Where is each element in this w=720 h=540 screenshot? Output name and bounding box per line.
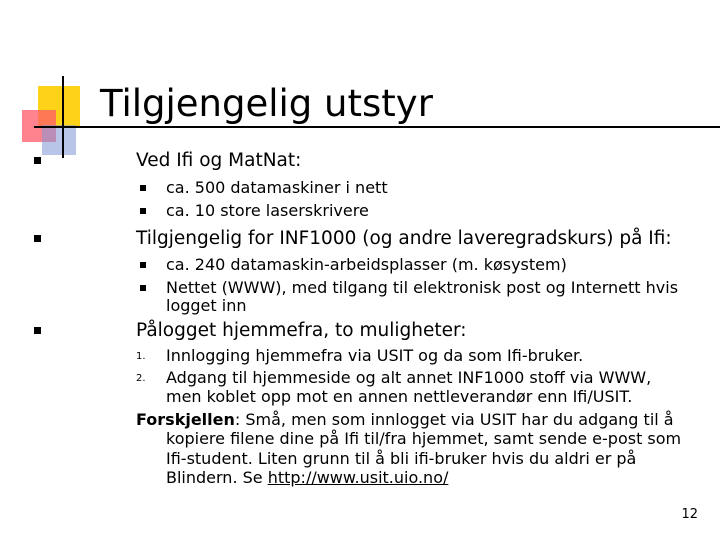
note-last-line [166,468,448,487]
numbered-item: Adgang til hjemmeside og alt annet INF1000 stoff via WWW, [166,368,652,387]
numbered-item: Innlogging hjemmefra via USIT og da som Ifi-bruker. [166,346,584,365]
list-item-continuation: logget inn [166,296,247,315]
usit-link[interactable]: http://www.usit.uio.no/ [267,468,449,487]
note-line: Ifi-student. Liten grunn til å bli ifi-bruker hvis du aldri er på [166,449,637,468]
sub-bullet-square-icon [140,208,146,214]
decorative-vertical-line [62,76,64,158]
bullet-square-icon [34,327,41,334]
title-underline [34,126,720,128]
list-number: 1. [136,351,146,362]
note-label: Forskjellen [136,410,235,429]
section-heading: Ved Ifi og MatNat: [136,150,302,171]
note-text: : Små, men som innlogget via USIT har du adgang til å [234,410,674,429]
note-first-line [136,410,674,429]
list-item: ca. 10 store laserskrivere [166,201,369,220]
sub-bullet-square-icon [140,185,146,191]
numbered-item-continuation: men koblet opp mot en annen nettleverandør enn Ifi/USIT. [166,387,633,406]
note-line: kopiere filene dine på Ifi til/fra hjemmet, samt sende e-post som [166,429,682,448]
page-number: 12 [681,507,698,522]
bullet-square-icon [34,157,41,164]
sub-bullet-square-icon [140,262,146,268]
section-heading: Tilgjengelig for INF1000 (og andre laveregradskurs) på Ifi: [136,228,672,249]
sub-bullet-square-icon [140,285,146,291]
slide-title: Tilgjengelig utstyr [100,82,433,125]
decorative-blue-square [42,125,76,155]
list-item: ca. 500 datamaskiner i nett [166,178,388,197]
list-item: Nettet (WWW), med tilgang til elektronisk post og Internett hvis [166,278,679,297]
list-number: 2. [136,373,146,384]
note-text: Blindern. Se [166,468,268,487]
section-heading: Pålogget hjemmefra, to muligheter: [136,320,467,341]
bullet-square-icon [34,235,41,242]
list-item: ca. 240 datamaskin-arbeidsplasser (m. køsystem) [166,255,567,274]
